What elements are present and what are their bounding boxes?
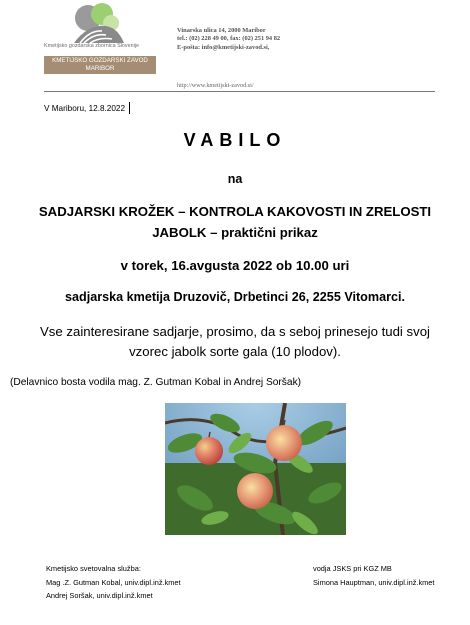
contact-block [177, 27, 302, 52]
invitation-text [0, 322, 470, 362]
date-line: V Mariboru, 12.8.2022 [44, 104, 126, 113]
institute-name-box [44, 56, 156, 74]
signature-left-line1: Kmetijsko svetovalna služba: [46, 564, 141, 573]
phone-fax: tel.: (02) 228 49 00, fax: (02) 251 94 82 [177, 35, 281, 43]
institute-name-line2: MARIBOR [85, 65, 115, 72]
invitation-line2: vzorec jabolk sorte gala (10 plodov). [129, 344, 341, 359]
apple-photo [165, 403, 346, 535]
org-caption: Kmetijsko gozdarska zbornica Slovenije [44, 43, 139, 49]
text-cursor [129, 102, 130, 114]
website-link[interactable]: http://www.kmetijski-zavod.si/ [177, 82, 254, 89]
signature-left-line2: Mag .Z. Gutman Kobal, univ.dipl.inž.kmet [46, 577, 181, 587]
event-date-time: v torek, 16.avgusta 2022 ob 10.00 uri [120, 258, 350, 273]
signature-block-left [46, 562, 181, 603]
document-title: VABILO [183, 130, 287, 150]
workshop-note: (Delavnico bosta vodila mag. Z. Gutman Kobal in Andrej Soršak) [10, 377, 302, 388]
na-word: na [227, 172, 243, 186]
invitation-line1: Vse zainteresirane sadjarje, prosimo, da s seboj prinesejo tudi svoj [40, 324, 430, 339]
event-location: sadjarska kmetija Druzovič, Drbetinci 26, 2255 Vitomarci. [65, 290, 405, 304]
header-divider [44, 91, 435, 92]
signature-right-line2: Simona Hauptman, univ.dipl.inž.kmet [313, 577, 435, 587]
address: Vinarska ulica 14, 2000 Maribor [177, 27, 266, 34]
event-heading-line2: JABOLK – praktični prikaz [152, 225, 318, 240]
event-heading-line1: SADJARSKI KROŽEK – KONTROLA KAKOVOSTI IN ZRELOSTI [38, 204, 432, 219]
signature-block-right [313, 562, 434, 589]
signature-left-line3: Andrej Soršak, univ.dipl.inž.kmet [46, 591, 153, 600]
signature-right-line1: vodja JSKS pri KGZ MB [313, 564, 392, 573]
institute-name-line1: KMETIJSKO GOZDARSKI ZAVOD [52, 57, 148, 64]
event-heading [0, 201, 470, 243]
email[interactable]: E-pošta: info@kmetijski-zavod.si, [177, 43, 270, 51]
